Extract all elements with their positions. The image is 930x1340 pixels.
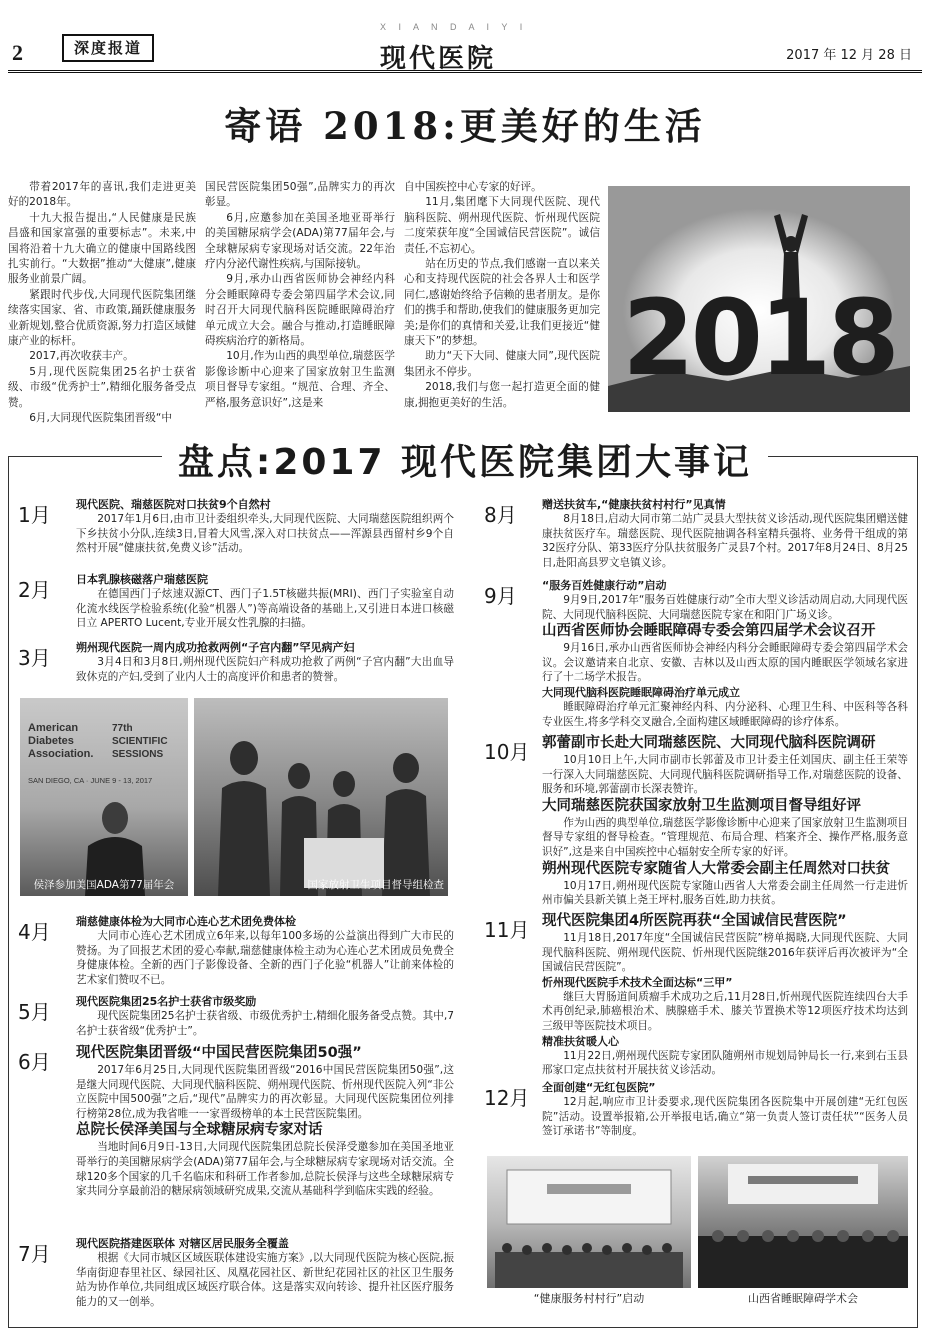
sunset-silhouette-image bbox=[608, 186, 910, 412]
event-body: 2017年6月25日,大同现代医院集团晋级“2016中国民营医院集团50强”,这是继大同现代医院、大同现代脑科医院、朔州现代医院、忻州现代医院入列“非公立医院中国500强”之后,“现代”品牌实力的再次彰显。大同现代医院集团位列排行榜第28位,成为我省唯一一家晋级榜单的本土民营医院集团。 bbox=[76, 1064, 454, 1120]
photo-caption-inspection: 国家放射卫生项目督导组检查 bbox=[307, 879, 444, 891]
event-headline: 大同现代脑科医院睡眠障碍治疗单元成立 bbox=[542, 685, 740, 699]
event-content bbox=[76, 497, 454, 556]
event-headline: 郭蕾副市长赴大同瑞慈医院、大同现代脑科医院调研 bbox=[542, 735, 876, 751]
intro-paragraph: 2018,我们与您一起打造更全面的健康,拥抱更美好的生活。 bbox=[404, 381, 600, 409]
event-headline: 日本乳腺核磁落户瑞慈医院 bbox=[76, 573, 208, 586]
event-headline: 现代医院搭建医联体 对辖区居民服务全覆盖 bbox=[76, 1237, 289, 1250]
ada-sign-session: 77th SCIENTIFIC SESSIONS bbox=[112, 723, 168, 760]
launch-ceremony-scene bbox=[487, 1156, 691, 1288]
intro-column-1 bbox=[8, 180, 196, 428]
inspection-people-silhouettes bbox=[194, 718, 448, 896]
event-content bbox=[542, 1080, 908, 1139]
photo-caption-sleep-conference: 山西省睡眠障碍学术会 bbox=[748, 1292, 858, 1305]
month-label: 7月 bbox=[18, 1242, 51, 1266]
event-body: 睡眠障碍治疗单元汇聚神经内科、内分泌科、心理卫生科、中医科等各科专业医生,将多学科交叉融合,全面构建区域睡眠障碍的诊疗体系。 bbox=[542, 700, 908, 728]
event-body: 在德国西门子炫速双源CT、西门子1.5T核磁共振(MRI)、西门子实验室自动化流水线医学检验系统(化验“机器人”)等高端设备的基础上,又引进日本进口核磁日立 APERTO Lucent,专业开展女性乳腺的扫描。 bbox=[76, 588, 454, 630]
intro-paragraph: 5月,现代医院集团25名护士获省级、市级“优秀护士”,精细化服务备受点赞。 bbox=[8, 365, 196, 409]
event-body: 3月4日和3月8日,朔州现代医院妇产科成功抢救了两例“子宫内翻”大出血导致休克的产妇,受到了业内人士的高度评价和患者的赞誉。 bbox=[76, 656, 454, 683]
event-body: 根据《大同市城区区域医联体建设实施方案》,以大同现代医院为核心医院,振华南街迎春里社区、绿园社区、凤凰花园社区、新世纪花园社区的社区卫生服务站为协作单位,共同组成区域医疗联合体。这是落实双向转诊、提升社区医疗服务能力的又一创举。 bbox=[76, 1252, 454, 1308]
event-headline: 精准扶贫暖人心 bbox=[542, 1034, 619, 1048]
main-headline: 寄语 2018:更美好的生活 bbox=[224, 104, 706, 148]
month-label: 8月 bbox=[484, 503, 517, 527]
event-body: 9月16日,承办山西省医师协会神经内科分会睡眠障碍专委会第四届学术会议。会议邀请来自北京、安徽、吉林以及山西太原的国内睡眠医学领域名家进行了十二场学术报告。 bbox=[542, 642, 908, 684]
intro-column-2 bbox=[205, 180, 395, 428]
event-content bbox=[76, 640, 454, 684]
month-label: 10月 bbox=[484, 740, 530, 764]
intro-paragraph: 带着2017年的喜讯,我们走进更美好的2018年。 bbox=[8, 181, 196, 209]
event-headline: 瑞慈健康体检为大同市心连心艺术团免费体检 bbox=[76, 915, 296, 928]
intro-paragraph: 紧跟时代步伐,大同现代医院集团继续落实国家、省、市政策,踊跃健康服务业新规划,整合优质资源,努力打造区域健康产业的标杆。 bbox=[8, 288, 196, 348]
photo-sleep-conference bbox=[698, 1156, 908, 1288]
month-label: 2月 bbox=[18, 578, 51, 602]
month-label: 5月 bbox=[18, 1000, 51, 1024]
event-headline: 现代医院集团4所医院再获“全国诚信民营医院” bbox=[542, 913, 847, 929]
intro-paragraph: 6月,应邀参加在美国圣地亚哥举行的美国糖尿病学会(ADA)第77届年会,与全球糖尿病专家现场对话交流。22年治疗内分泌代谢性疾病,与国际接轨。 bbox=[205, 211, 395, 271]
event-body: 9月9日,2017年“服务百姓健康行动”全市大型义诊活动周启动,大同现代医院、大同现代脑科医院、大同瑞慈医院专家在和阳门广场义诊。 bbox=[542, 594, 908, 621]
month-label: 3月 bbox=[18, 646, 51, 670]
event-body: 10月10日上午,大同市副市长郭蕾及市卫计委主任刘国庆、副主任王荣等一行深入大同瑞慈医院、大同现代脑科医院调研指导工作,对瑞慈医院的设备、服务和环境,郭蕾副市长深表赞许。 bbox=[542, 754, 908, 796]
section-tag: 深度报道 bbox=[62, 34, 154, 62]
event-body: 大同市心连心艺术团成立6年来,以每年100多场的公益演出得到广大市民的赞扬。为了回报艺术团的爱心奉献,瑞慈健康体检主动为心连心艺术团成员免费全身健康体检。全新的西门子影像设备、全新的西门子化验“机器人”让前来体检的艺术家们赞叹不已。 bbox=[76, 930, 454, 986]
event-body: 继巨大胃肠道间质瘤手术成功之后,11月28日,忻州现代医院连续四台大手术再创纪录,肺癌根治术、胰腺癌手术、膝关节置换术等12项医疗技术均达到三级甲等医院技术项目。 bbox=[542, 990, 908, 1032]
intro-paragraph: 10月,作为山西的典型单位,瑞慈医学影像诊断中心迎来了国家放射卫生监测项目督导专家组。“规范、合理、齐全、严格,服务意识好”,这是来 bbox=[205, 350, 395, 409]
event-content bbox=[542, 734, 908, 908]
event-headline: 忻州现代医院手术技术全面达标“三甲” bbox=[542, 975, 733, 989]
event-body: 作为山西的典型单位,瑞慈医学影像诊断中心迎来了国家放射卫生监测项目督导专家组的督导检查。“管理规范、布局合理、档案齐全、操作严格,服务意识好”,这是来自中国疾控中心辐射安全所专家的好评。 bbox=[542, 816, 908, 858]
event-headline: 朔州现代医院专家随省人大常委会副主任周然对口扶贫 bbox=[542, 860, 890, 877]
event-headline: 现代医院、瑞慈医院对口扶贫9个自然村 bbox=[76, 498, 271, 511]
event-headline: 现代医院集团25名护士获省市级奖励 bbox=[76, 995, 257, 1008]
intro-paragraph: 十九大报告提出,“人民健康是民族昌盛和国家富强的重要标志”。未来,中国将沿着十九大确立的健康中国路线图扎实前行。“大数据”推动“大健康”,健康服务业前景广阔。 bbox=[8, 211, 196, 286]
event-content bbox=[542, 912, 908, 1078]
event-body: 11月18日,2017年度“全国诚信民营医院”榜单揭晓,大同现代医院、大同现代脑科医院、朔州现代医院、忻州现代医院继2016年获评后再次被评为“全国诚信民营医院”。 bbox=[542, 932, 908, 974]
intro-paragraph: 自中国疾控中心专家的好评。 bbox=[404, 181, 542, 193]
intro-paragraph: 11月,集团麾下大同现代医院、现代脑科医院、朔州现代医院、忻州现代医院二度荣获年度“全国诚信民营医院”。诚信责任,不忘初心。 bbox=[404, 196, 600, 255]
event-headline: 大同瑞慈医院获国家放射卫生监测项目督导组好评 bbox=[542, 797, 861, 814]
publication-date: 2017 年 12 月 28 日 bbox=[786, 48, 912, 63]
intro-paragraph: 2017,再次收获丰产。 bbox=[29, 350, 134, 363]
intro-paragraph: 9月,承办山西省医师协会神经内科分会睡眠障碍专委会第四届学术会议,同时召开大同现代脑科医院睡眠障碍治疗单元成立大会。融合与推动,打造睡眠障碍疾病治疗的新格局。 bbox=[205, 273, 395, 348]
photo-health-village-launch bbox=[487, 1156, 691, 1288]
event-headline: 赠送扶贫车,“健康扶贫村村行”见真情 bbox=[542, 498, 726, 511]
event-headline: 朔州现代医院一周内成功抢救两例“子宫内翻”罕见病产妇 bbox=[76, 641, 355, 654]
event-body: 12月起,响应市卫计委要求,现代医院集团各医院集中开展创建“无红包医院”活动。设置举报箱,公开举报电话,确立“第一负责人签订责任状”“医务人员签订承诺书”等制度。 bbox=[542, 1096, 908, 1138]
ada-sign-logo: American Diabetes Association. bbox=[28, 722, 94, 760]
photo-2018-yoga bbox=[608, 186, 910, 412]
intro-paragraph: 国民营医院集团50强”,品牌实力的再次彰显。 bbox=[205, 181, 395, 209]
conference-hall-scene bbox=[698, 1156, 908, 1288]
event-headline: 总院长侯泽美国与全球糖尿病专家对话 bbox=[76, 1122, 323, 1139]
photo-caption-launch: “健康服务村村行”启动 bbox=[533, 1292, 645, 1305]
event-body: 现代医院集团25名护士获省级、市级优秀护士,精细化服务备受点赞。其中,7名护士获省级“优秀护士”。 bbox=[76, 1010, 454, 1037]
event-headline: “服务百姓健康行动”启动 bbox=[542, 579, 667, 592]
event-headline: 山西省医师协会睡眠障碍专委会第四届学术会议召开 bbox=[542, 623, 876, 640]
recap-title bbox=[0, 434, 930, 485]
intro-paragraph: 6月,大同现代医院集团晋级“中 bbox=[29, 412, 172, 425]
event-content bbox=[76, 1236, 454, 1309]
event-content bbox=[542, 497, 908, 570]
event-body: 8月18日,启动大同市第二站广灵县大型扶贫义诊活动,现代医院集团赠送健康扶贫医疗车。瑞慈医院、现代医院抽调各科室精兵强将、业务骨干组成的第32医疗分队、第33医疗分队扶贫服务广灵县7个村。2017年8月24日、8月25日,赴阳高县罗文皂镇义诊。 bbox=[542, 513, 908, 569]
masthead: 现代医院 bbox=[380, 44, 497, 74]
event-content bbox=[76, 572, 454, 631]
event-headline: 现代医院集团晋级“中国民营医院集团50强” bbox=[76, 1045, 362, 1061]
event-content bbox=[542, 578, 908, 729]
masthead-pinyin: X I A N D A I Y I bbox=[380, 22, 528, 32]
photo-caption-ada: 侯泽参加美国ADA第77届年会 bbox=[33, 879, 175, 891]
event-content bbox=[76, 1044, 454, 1199]
event-body: 当地时间6月9日-13日,大同现代医院集团总院长侯泽受邀参加在美国圣地亚哥举行的美国糖尿病学会(ADA)第77届年会,与全球糖尿病专家现场对话交流。全球120多个国家的几千名临床和科研工作者参加,总院长侯泽与这些全球糖尿病专家共同分享最前沿的糖尿病领域研究成果,交流从基础科学到临床实践的经验。 bbox=[76, 1141, 454, 1198]
intro-paragraph: 站在历史的节点,我们感谢一直以来关心和支持现代医院的社会各界人士和医学同仁,感谢始终给予信赖的患者朋友。是你们的携手和帮助,使我们的健康服务更加完美;是你们的真情和关爱,让我们更接近“健康天下”的梦想。 bbox=[404, 258, 600, 348]
month-label: 12月 bbox=[484, 1086, 530, 1110]
event-body: 11月22日,朔州现代医院专家团队随朔州市规划局钟局长一行,来到右玉县邢家口定点扶贫村开展扶贫义诊活动。 bbox=[542, 1049, 908, 1077]
month-label: 4月 bbox=[18, 920, 51, 944]
photo-2018-text: 2018 bbox=[622, 277, 896, 399]
photo-radiation-inspection bbox=[194, 698, 448, 896]
month-label: 6月 bbox=[18, 1050, 51, 1074]
intro-column-3 bbox=[404, 180, 600, 428]
header-rule bbox=[8, 70, 922, 73]
month-label: 9月 bbox=[484, 584, 517, 608]
event-content bbox=[76, 994, 454, 1038]
month-label: 11月 bbox=[484, 918, 530, 942]
photo-ada-conference bbox=[20, 698, 188, 896]
event-content bbox=[76, 914, 454, 987]
intro-paragraph: 助力“天下大同、健康大同”,现代医院集团永不停步。 bbox=[404, 350, 600, 378]
recap-title-text: 盘点:2017 现代医院集团大事记 bbox=[162, 442, 768, 483]
event-headline: 全面创建“无红包医院” bbox=[542, 1081, 656, 1094]
page-number: 2 bbox=[12, 40, 23, 65]
event-body: 2017年1月6日,由市卫计委组织牵头,大同现代医院、大同瑞慈医院组织两个下乡扶贫小分队,连续3日,冒着大风雪,深入对口扶贫点——浑源县西留村乡9个自然村开展“健康扶贫,免费义诊”活动。 bbox=[76, 513, 454, 555]
month-label: 1月 bbox=[18, 503, 51, 527]
event-body: 10月17日,朔州现代医院专家随山西省人大常委会副主任周然一行走进忻州市偏关县新关镇上尧王坪村,服务百姓,助力扶贫。 bbox=[542, 879, 908, 907]
ada-sign-date: SAN DIEGO, CA · JUNE 9 - 13, 2017 bbox=[28, 776, 153, 785]
